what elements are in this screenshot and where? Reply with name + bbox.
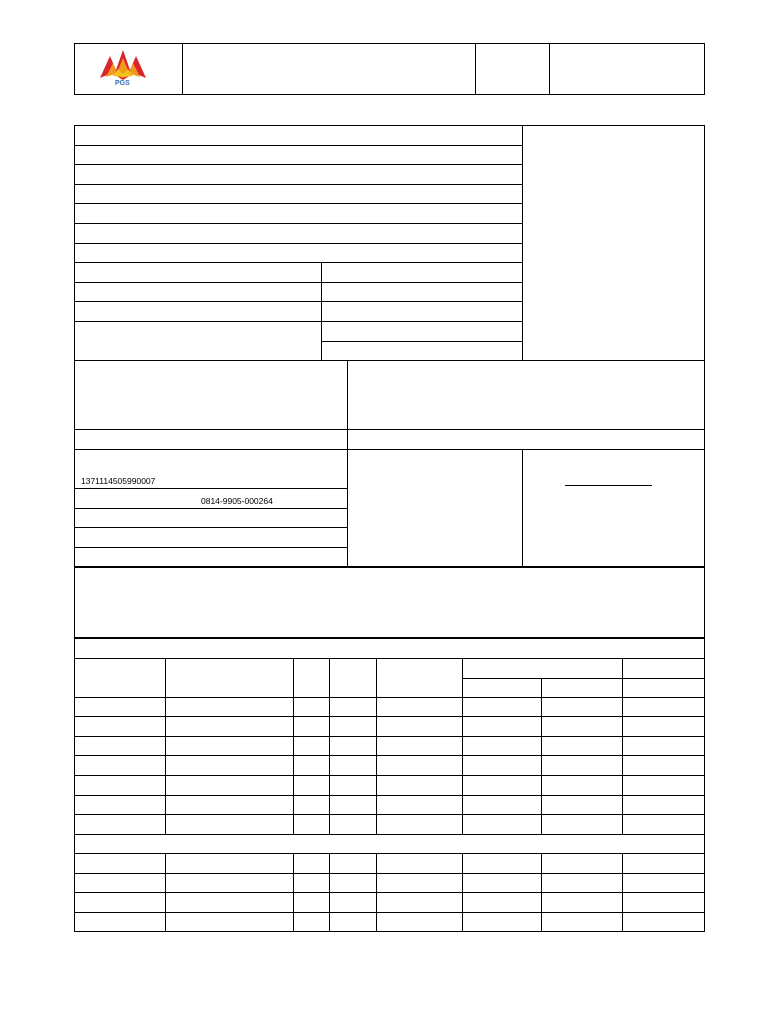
signature-line	[565, 485, 652, 486]
info-mid-divider	[321, 262, 322, 360]
contact-row-line	[74, 547, 347, 548]
table-row-line	[74, 775, 705, 776]
table-row-line	[74, 736, 705, 737]
info-row-line	[74, 184, 522, 185]
table-col-line	[541, 678, 542, 834]
table-col-line	[165, 658, 166, 834]
header-divider-3	[549, 43, 550, 95]
table-header-subline	[462, 678, 705, 679]
section-divider	[74, 360, 705, 361]
header-box	[74, 43, 705, 95]
table-row-line	[74, 873, 705, 874]
info-row-line	[74, 321, 522, 322]
table-col-line	[376, 853, 377, 932]
company-logo	[96, 46, 150, 90]
table-col-line	[541, 853, 542, 932]
table-col-line	[329, 658, 330, 834]
section-divider	[74, 429, 705, 430]
mid-section-divider	[347, 360, 348, 567]
table-col-line	[376, 658, 377, 834]
items-table	[74, 638, 705, 932]
table-col-line	[622, 853, 623, 932]
contact-row-line	[74, 508, 347, 509]
info-row-line	[74, 243, 522, 244]
table-row-line	[74, 755, 705, 756]
table-col-line	[622, 658, 623, 834]
section-divider	[74, 449, 705, 450]
info-row-line	[74, 262, 522, 263]
notes-box	[74, 567, 705, 638]
contact-row-line	[74, 527, 347, 528]
table-col-line	[165, 853, 166, 932]
table-row-line	[74, 697, 705, 698]
id-number-value: 1371114505990007	[81, 476, 156, 486]
table-row-line	[74, 658, 705, 659]
info-section-box	[74, 125, 705, 567]
table-row-line	[74, 853, 705, 854]
info-row-line	[74, 164, 522, 165]
info-row-line	[74, 301, 522, 302]
info-row-line	[74, 282, 522, 283]
table-row-line	[74, 814, 705, 815]
phone-number-value: 0814-9905-000264	[201, 496, 273, 506]
table-row-line	[74, 795, 705, 796]
logo-text: PGS	[115, 80, 130, 87]
header-divider-1	[182, 43, 183, 95]
table-row-line	[74, 892, 705, 893]
info-row-line	[321, 341, 522, 342]
header-divider-2	[475, 43, 476, 95]
right-sub-divider	[522, 449, 523, 567]
info-right-divider	[522, 125, 523, 360]
table-col-line	[293, 658, 294, 834]
contact-row-line	[74, 488, 347, 489]
table-row-line	[74, 716, 705, 717]
table-col-line	[462, 658, 463, 834]
info-row-line	[74, 203, 522, 204]
table-row-line	[74, 912, 705, 913]
table-col-line	[462, 853, 463, 932]
info-row-line	[74, 145, 522, 146]
table-row-line	[74, 834, 705, 835]
info-row-line	[74, 223, 522, 224]
table-col-line	[293, 853, 294, 932]
table-col-line	[329, 853, 330, 932]
